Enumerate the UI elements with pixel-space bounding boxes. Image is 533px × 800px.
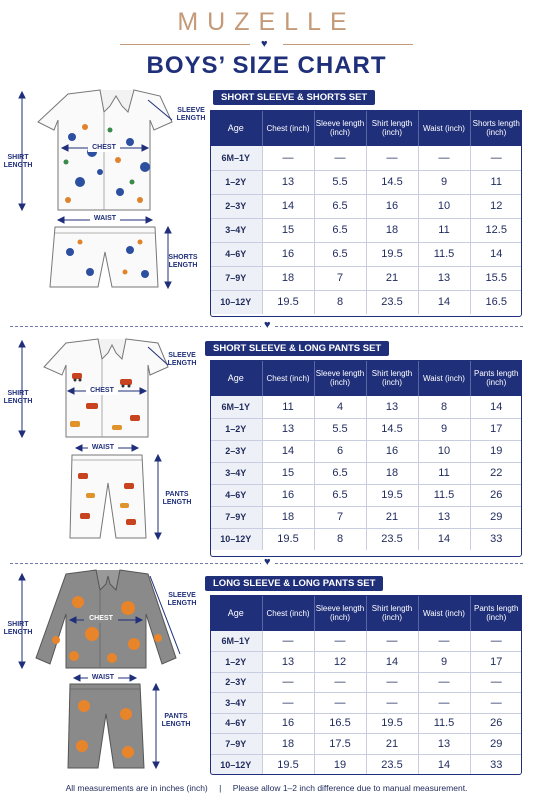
table-row [210, 396, 522, 418]
column-header: Shorts length (inch) [470, 110, 522, 146]
measurement-cell: 13 [418, 506, 470, 528]
age-cell: 7–9Y [210, 734, 262, 755]
measurement-cell: 10 [418, 194, 470, 218]
footer-note [0, 783, 533, 793]
measurement-cell: 11.5 [418, 484, 470, 506]
shirt-length-label: SHIRT LENGTH [3, 621, 33, 636]
shirt-length-label: SHIRT LENGTH [3, 154, 33, 169]
age-cell: 3–4Y [210, 462, 262, 484]
column-header: Chest (inch) [262, 110, 314, 146]
measurement-cell: 19 [314, 754, 366, 775]
measurement-cell: — [470, 146, 522, 170]
age-cell: 1–2Y [210, 418, 262, 440]
measurement-cell: 23.5 [366, 754, 418, 775]
measurement-cell: 7 [314, 506, 366, 528]
measurement-cell: 14 [470, 242, 522, 266]
measurement-cell: 23.5 [366, 290, 418, 314]
age-cell: 1–2Y [210, 170, 262, 194]
measurement-cell: 19.5 [262, 290, 314, 314]
column-header: Shirt length (inch) [366, 595, 418, 631]
column-header: Sleeve length (inch) [314, 110, 366, 146]
waist-label: WAIST [88, 444, 118, 452]
measurement-cell: — [418, 693, 470, 714]
measurement-cell: 14.5 [366, 418, 418, 440]
measurement-cell: 6 [314, 440, 366, 462]
column-header: Waist (inch) [418, 360, 470, 396]
measurement-cell: — [470, 631, 522, 652]
size-table-short-sleeve-shorts [210, 110, 522, 314]
measurement-cell: 9 [418, 170, 470, 194]
measurement-cell: 9 [418, 652, 470, 673]
measurement-cell: 6.5 [314, 242, 366, 266]
chest-label: CHEST [88, 144, 120, 152]
measurement-cell: 15 [262, 462, 314, 484]
measurement-cell: 11.5 [418, 713, 470, 734]
age-cell: 1–2Y [210, 652, 262, 673]
measurement-cell: 17 [470, 418, 522, 440]
measurement-cell: 19.5 [262, 528, 314, 550]
column-header: Pants length (inch) [470, 595, 522, 631]
measurement-cell: 6.5 [314, 218, 366, 242]
measurement-cell: 21 [366, 734, 418, 755]
section-title-short-sleeve-shorts: SHORT SLEEVE & SHORTS SET [213, 90, 375, 105]
table-row [210, 170, 522, 194]
measurement-cell: — [418, 631, 470, 652]
measurement-cell: — [262, 672, 314, 693]
measurement-cell: — [314, 631, 366, 652]
measurement-cell: 14 [418, 290, 470, 314]
table-row [210, 218, 522, 242]
measurement-cell: 26 [470, 484, 522, 506]
measurement-cell: 14 [470, 396, 522, 418]
measurement-cell: 11.5 [418, 242, 470, 266]
table-row [210, 652, 522, 673]
table-row [210, 713, 522, 734]
measurement-cell: 13 [418, 266, 470, 290]
measurement-cell: 29 [470, 734, 522, 755]
measurement-cell: 16.5 [485, 296, 507, 309]
measurement-cell: 4 [314, 396, 366, 418]
measurement-cell: 5.5 [314, 418, 366, 440]
table-row [210, 672, 522, 693]
heart-icon: ♥ [261, 38, 268, 50]
measurement-cell: 16.5 [314, 713, 366, 734]
measurement-cell: — [470, 672, 522, 693]
measurement-cell: 14 [418, 528, 470, 550]
measurement-cell: 8 [314, 528, 366, 550]
age-cell: 3–4Y [210, 693, 262, 714]
measurement-cell: 17 [470, 652, 522, 673]
measurement-cell: — [366, 146, 418, 170]
table-row [210, 506, 522, 528]
table-row [210, 242, 522, 266]
age-cell: 4–6Y [210, 713, 262, 734]
footer-units-note: All measurements are in inches (inch) [65, 783, 208, 793]
measurement-cell: — [314, 146, 366, 170]
page-title: BOYS’ SIZE CHART [146, 52, 387, 79]
brand-rule-right [283, 44, 413, 45]
measurement-cell: 18 [262, 266, 314, 290]
measurement-cell: 19.5 [262, 754, 314, 775]
age-cell: 3–4Y [210, 218, 262, 242]
table-row [210, 418, 522, 440]
pants-length-label: PANTS LENGTH [162, 491, 192, 506]
column-header: Shirt length (inch) [366, 360, 418, 396]
measurement-cell: 11 [418, 218, 470, 242]
measurement-cell: 14 [262, 440, 314, 462]
measurement-cell: 21 [366, 506, 418, 528]
measurement-cell: 10 [418, 440, 470, 462]
measurement-cell: — [262, 693, 314, 714]
measurement-cell: 29 [470, 506, 522, 528]
table-row [210, 734, 522, 755]
measurement-cell: — [262, 631, 314, 652]
measurement-cell: 7 [314, 266, 366, 290]
measurement-cell: 19.5 [366, 242, 418, 266]
measurement-cell: 6.5 [314, 462, 366, 484]
age-cell: 2–3Y [210, 672, 262, 693]
column-header: Waist (inch) [418, 595, 470, 631]
measurement-cell: 18 [366, 218, 418, 242]
measurement-cell: 33 [490, 533, 503, 546]
size-table-short-sleeve-long-pants [210, 360, 522, 550]
measurement-cell: 13 [418, 734, 470, 755]
measurement-cell: 13 [262, 170, 314, 194]
measurement-cell: 16 [262, 484, 314, 506]
waist-label: WAIST [88, 674, 118, 682]
table-row [210, 440, 522, 462]
heart-icon: ♥ [261, 557, 274, 568]
column-header: Sleeve length (inch) [314, 360, 366, 396]
heart-icon: ♥ [261, 320, 274, 331]
measurement-cell: — [366, 672, 418, 693]
measurement-cell: — [418, 672, 470, 693]
measurement-cell: 5.5 [314, 170, 366, 194]
measurement-cell: — [366, 631, 418, 652]
measurement-cell: 15.5 [470, 266, 522, 290]
measurement-cell: — [418, 146, 470, 170]
measurement-cell: 19 [470, 440, 522, 462]
shirt-length-label: SHIRT LENGTH [3, 390, 33, 405]
sleeve-length-label: SLEEVE LENGTH [167, 592, 197, 607]
footer-tolerance-note: Please allow 1–2 inch difference due to manual measurement. [232, 783, 468, 793]
measurement-cell: 17.5 [314, 734, 366, 755]
section-title-long-sleeve-long-pants: LONG SLEEVE & LONG PANTS SET [205, 576, 383, 591]
age-cell: 4–6Y [210, 484, 262, 506]
table-row [210, 146, 522, 170]
age-cell: 2–3Y [210, 440, 262, 462]
measurement-cell: — [314, 672, 366, 693]
column-header: Sleeve length (inch) [314, 595, 366, 631]
measurement-cell: 11 [418, 462, 470, 484]
measurement-cell: 23.5 [366, 528, 418, 550]
measurement-cell: 21 [366, 266, 418, 290]
table-row [210, 266, 522, 290]
table-row [210, 631, 522, 652]
measurement-cell: 14 [262, 194, 314, 218]
chest-label: CHEST [86, 387, 118, 395]
waist-label: WAIST [90, 215, 120, 223]
measurement-cell: 12 [314, 652, 366, 673]
age-cell: 7–9Y [210, 506, 262, 528]
measurement-cell: 11 [470, 170, 522, 194]
age-cell: 10–12Y [210, 290, 262, 314]
section-title-short-sleeve-long-pants: SHORT SLEEVE & LONG PANTS SET [205, 341, 389, 356]
table-row [210, 484, 522, 506]
column-header: Age [210, 110, 262, 146]
measurement-cell: 15 [262, 218, 314, 242]
column-header: Chest (inch) [262, 360, 314, 396]
measurement-cell: 19.5 [366, 484, 418, 506]
age-cell: 6M–1Y [210, 396, 262, 418]
age-cell: 4–6Y [210, 242, 262, 266]
pants-length-label: PANTS LENGTH [161, 713, 191, 728]
measurement-cell: 19.5 [366, 713, 418, 734]
table-row [210, 462, 522, 484]
measurement-cell: 13 [366, 396, 418, 418]
measurement-cell: — [470, 693, 522, 714]
measurement-cell: 16 [262, 242, 314, 266]
sleeve-length-label: SLEEVE LENGTH [176, 107, 206, 122]
measurement-cell: 14 [366, 652, 418, 673]
column-header: Pants length (inch) [470, 360, 522, 396]
measurement-cell: 16 [366, 194, 418, 218]
measurement-cell: 18 [366, 462, 418, 484]
measurement-cell: 13 [262, 652, 314, 673]
table-row [210, 693, 522, 714]
measurement-cell: 12 [470, 194, 522, 218]
measurement-cell: 14 [418, 754, 470, 775]
measurement-cell: 11 [262, 396, 314, 418]
column-header: Waist (inch) [418, 110, 470, 146]
brand-rule-left [120, 44, 250, 45]
column-header: Shirt length (inch) [366, 110, 418, 146]
age-cell: 10–12Y [210, 754, 262, 775]
age-cell: 6M–1Y [210, 631, 262, 652]
measurement-cell: 6.5 [314, 194, 366, 218]
size-table-long-sleeve-long-pants [210, 595, 522, 775]
table-row [210, 290, 522, 314]
chest-label: CHEST [84, 615, 118, 623]
measurement-cell: 8 [314, 290, 366, 314]
age-cell: 2–3Y [210, 194, 262, 218]
measurement-cell: 16 [366, 440, 418, 462]
column-header: Age [210, 595, 262, 631]
measurement-cell: — [262, 146, 314, 170]
footer-separator: | [219, 783, 222, 793]
measurement-cell: 18 [262, 506, 314, 528]
measurement-cell: 22 [470, 462, 522, 484]
measurement-cell: 33 [490, 758, 503, 771]
measurement-cell: 13 [262, 418, 314, 440]
column-header: Chest (inch) [262, 595, 314, 631]
age-cell: 7–9Y [210, 266, 262, 290]
measurement-cell: 14.5 [366, 170, 418, 194]
age-cell: 6M–1Y [210, 146, 262, 170]
measurement-cell: 12.5 [470, 218, 522, 242]
shorts-length-label: SHORTS LENGTH [168, 254, 198, 269]
measurement-cell: — [366, 693, 418, 714]
measurement-cell: 6.5 [314, 484, 366, 506]
table-row [210, 528, 522, 550]
measurement-cell: 16 [262, 713, 314, 734]
measurement-cell: 9 [418, 418, 470, 440]
measurement-cell: 18 [262, 734, 314, 755]
column-header: Age [210, 360, 262, 396]
brand-logo: MUZELLE [177, 8, 356, 36]
age-cell: 10–12Y [210, 528, 262, 550]
measurement-cell: — [314, 693, 366, 714]
table-row [210, 754, 522, 775]
measurement-cell: 8 [418, 396, 470, 418]
sleeve-length-label: SLEEVE LENGTH [167, 352, 197, 367]
table-row [210, 194, 522, 218]
measurement-cell: 26 [470, 713, 522, 734]
